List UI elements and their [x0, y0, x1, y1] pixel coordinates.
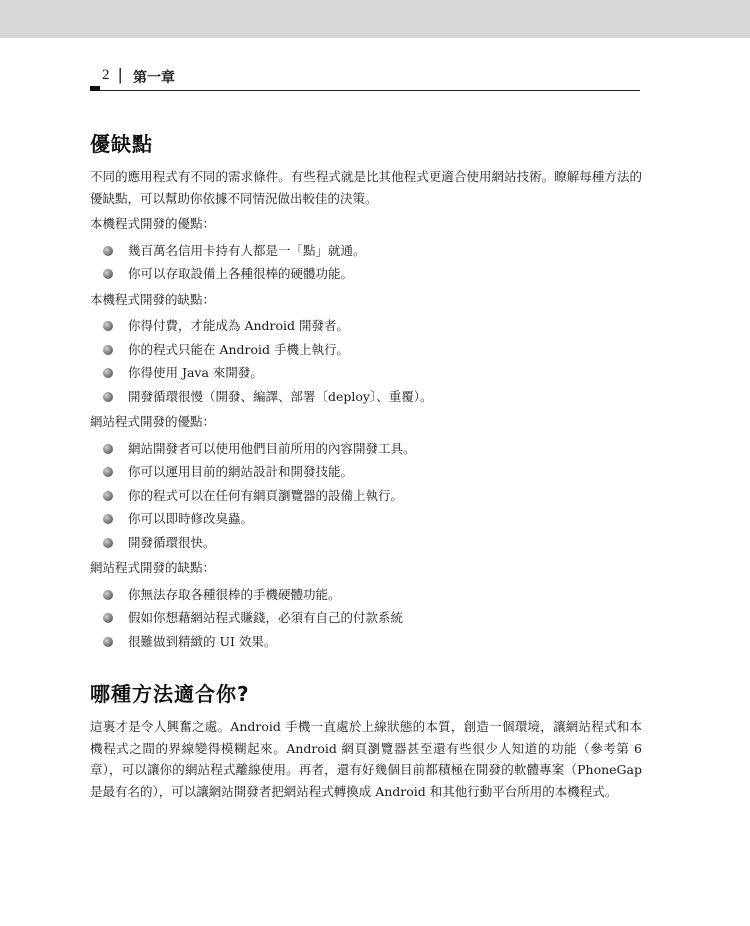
web-pros-list: [90, 437, 642, 555]
list-item-text: 你得使用 Java 來開發。: [128, 365, 263, 380]
body-paragraph: 這裏才是令人興奮之處。Android 手機一直處於上線狀態的本質，創造一個環境，讓網站程式和本機程式之間的界線變得模糊起來。Android 網頁瀏覽器甚至還有些很少人知道的功能（參考第 6 章），可以讓你的網站程式離線使用。再者，還有好幾個目前都積極在開發的軟體專案（PhoneGap 是最有名的），可以讓網站開發者把網站程式轉換成 Android 和其他行動平台所用的本機程式。: [90, 719, 642, 799]
list-item-text: 很難做到精緻的 UI 效果。: [128, 633, 277, 649]
list-item: [103, 262, 642, 286]
section-title-pros-cons: 優缺點: [90, 132, 153, 156]
native-cons-list: [90, 314, 642, 408]
bullet-icon: [103, 491, 113, 501]
list-item-text: 開發循環很快。: [128, 534, 216, 550]
intro-paragraph: 不同的應用程式有不同的需求條件。有些程式就是比其他程式更適合使用網站技術。瞭解每種方法的優缺點，可以幫助你依據不同情況做出較佳的決策。: [90, 169, 642, 206]
web-cons-list: [90, 583, 642, 654]
list-item: [103, 385, 642, 409]
list-item: [103, 484, 642, 508]
list-item-text: 你的程式可以在任何有網頁瀏覽器的設備上執行。: [128, 487, 404, 503]
chapter-title: 第一章: [133, 70, 175, 86]
native-pros-list: [90, 239, 642, 286]
list-item-text: 你無法存取各種很棒的手機硬體功能。: [128, 586, 341, 602]
web-cons-heading: 網站程式開發的缺點：: [90, 560, 216, 575]
list-item: [103, 507, 642, 531]
list-item: [103, 338, 642, 362]
list-item-text: 你可以即時修改臭蟲。: [128, 511, 254, 526]
bullet-icon: [103, 444, 113, 454]
list-item-text: 開發循環很慢（開發、編譯、部署〔deploy〕、重覆）。: [128, 388, 433, 404]
bullet-icon: [103, 538, 113, 548]
corner-mark: [90, 86, 100, 91]
native-cons-heading: 本機程式開發的缺點：: [90, 291, 216, 307]
running-header: [90, 62, 640, 91]
page-number: 2: [102, 67, 110, 83]
list-item-text: 幾百萬名信用卡持有人都是一「點」就通。: [128, 242, 366, 258]
native-pros-heading: 本機程式開發的優點：: [90, 216, 216, 231]
list-item: [103, 239, 642, 263]
bullet-icon: [103, 392, 113, 402]
list-item-text: 你得付費，才能成為 Android 開發者。: [128, 318, 350, 333]
bullet-icon: [103, 590, 113, 600]
top-gray-band: [0, 0, 750, 38]
bullet-icon: [103, 514, 113, 524]
list-item: [103, 630, 642, 654]
list-item: [103, 583, 642, 607]
list-item: [103, 437, 642, 461]
list-item: [103, 314, 642, 338]
section-title-which-approach: 哪種方法適合你?: [90, 682, 250, 706]
bullet-icon: [103, 637, 113, 647]
list-item-text: 網站開發者可以使用他們目前所用的內容開發工具。: [128, 440, 416, 456]
list-item: [103, 531, 642, 555]
bullet-icon: [103, 345, 113, 355]
list-item: [103, 361, 642, 385]
bullet-icon: [103, 467, 113, 477]
header-separator: |: [118, 65, 123, 84]
bullet-icon: [103, 269, 113, 279]
list-item: [103, 606, 642, 630]
page-content: [90, 128, 642, 802]
bullet-icon: [103, 368, 113, 378]
list-item-text: 你的程式只能在 Android 手機上執行。: [128, 341, 350, 357]
bullet-icon: [103, 246, 113, 256]
list-item-text: 假如你想藉網站程式賺錢，必須有自己的付款系統: [128, 610, 404, 625]
bullet-icon: [103, 321, 113, 331]
list-item-text: 你可以存取設備上各種很棒的硬體功能。: [128, 266, 354, 281]
list-item-text: 你可以運用目前的網站設計和開發技能。: [128, 464, 354, 479]
bullet-icon: [103, 613, 113, 623]
web-pros-heading: 網站程式開發的優點：: [90, 414, 216, 429]
list-item: [103, 460, 642, 484]
